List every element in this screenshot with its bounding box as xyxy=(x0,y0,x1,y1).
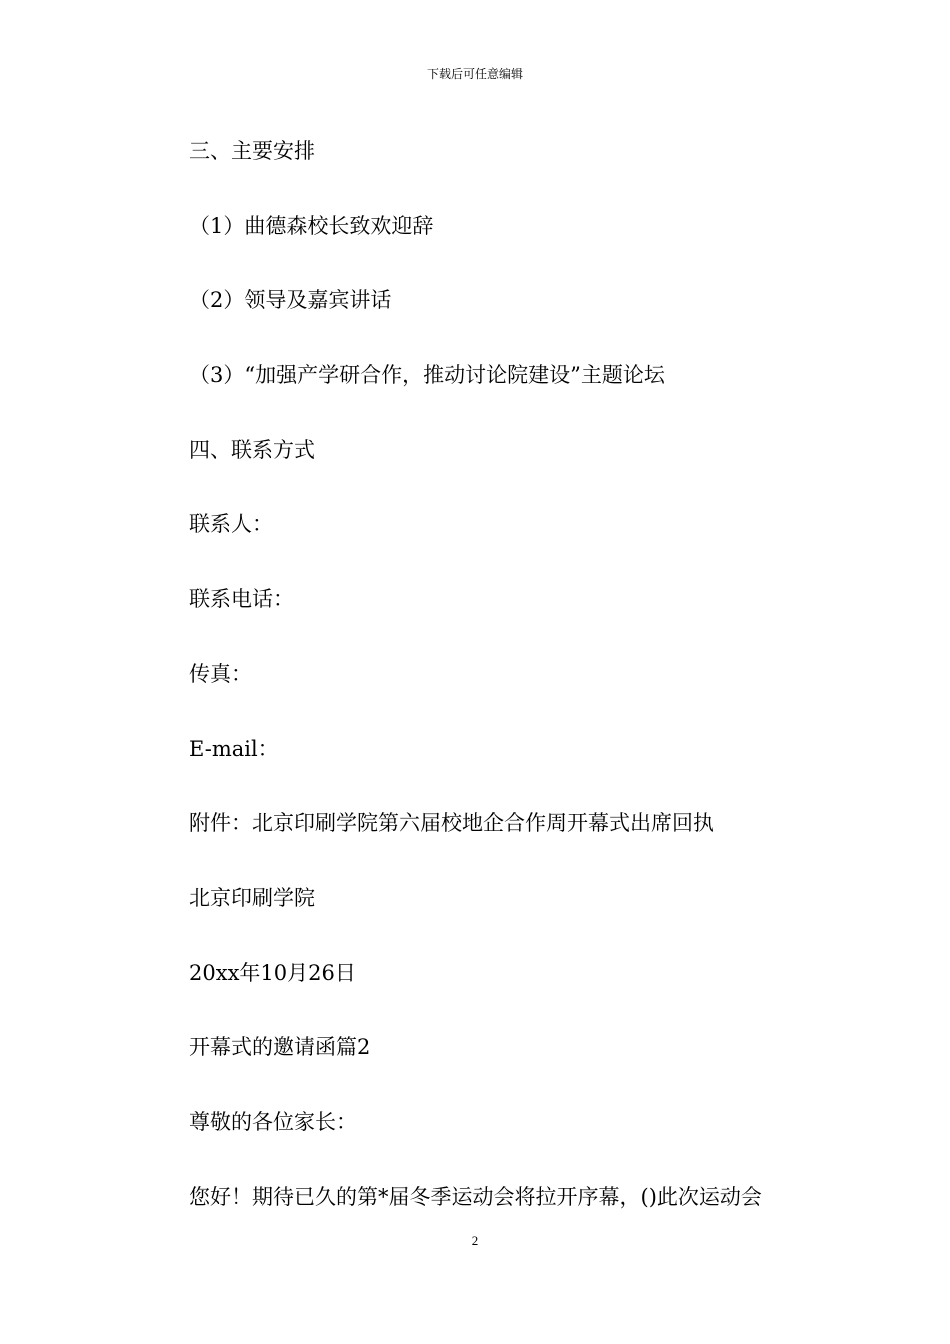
attachment-note: 附件：北京印刷学院第六届校地企合作周开幕式出席回执 xyxy=(189,811,714,836)
contact-phone: 联系电话： xyxy=(189,587,294,612)
contact-fax: 传真： xyxy=(189,661,252,686)
agenda-item-2: （2）领导及嘉宾讲话 xyxy=(189,288,392,313)
salutation: 尊敬的各位家长： xyxy=(189,1109,357,1134)
signature-organization: 北京印刷学院 xyxy=(189,885,315,910)
body-paragraph: 您好！期待已久的第*届冬季运动会将拉开序幕，()此次运动会 xyxy=(189,1184,762,1209)
agenda-item-3: （3）“加强产学研合作，推动讨论院建设”主题论坛 xyxy=(189,363,665,388)
article-title: 开幕式的邀请函篇2 xyxy=(189,1035,371,1060)
signature-date: 20xx年10月26日 xyxy=(189,960,356,985)
section-heading-arrangements: 三、主要安排 xyxy=(189,139,315,163)
document-body xyxy=(189,137,829,1257)
page-number: 2 xyxy=(471,1233,479,1248)
section-heading-contact: 四、联系方式 xyxy=(189,437,315,462)
contact-email: E-mail： xyxy=(189,736,279,761)
page-header: 下载后可任意编辑 xyxy=(426,67,523,81)
agenda-item-1: （1）曲德森校长致欢迎辞 xyxy=(189,213,434,238)
contact-person: 联系人： xyxy=(189,512,273,537)
